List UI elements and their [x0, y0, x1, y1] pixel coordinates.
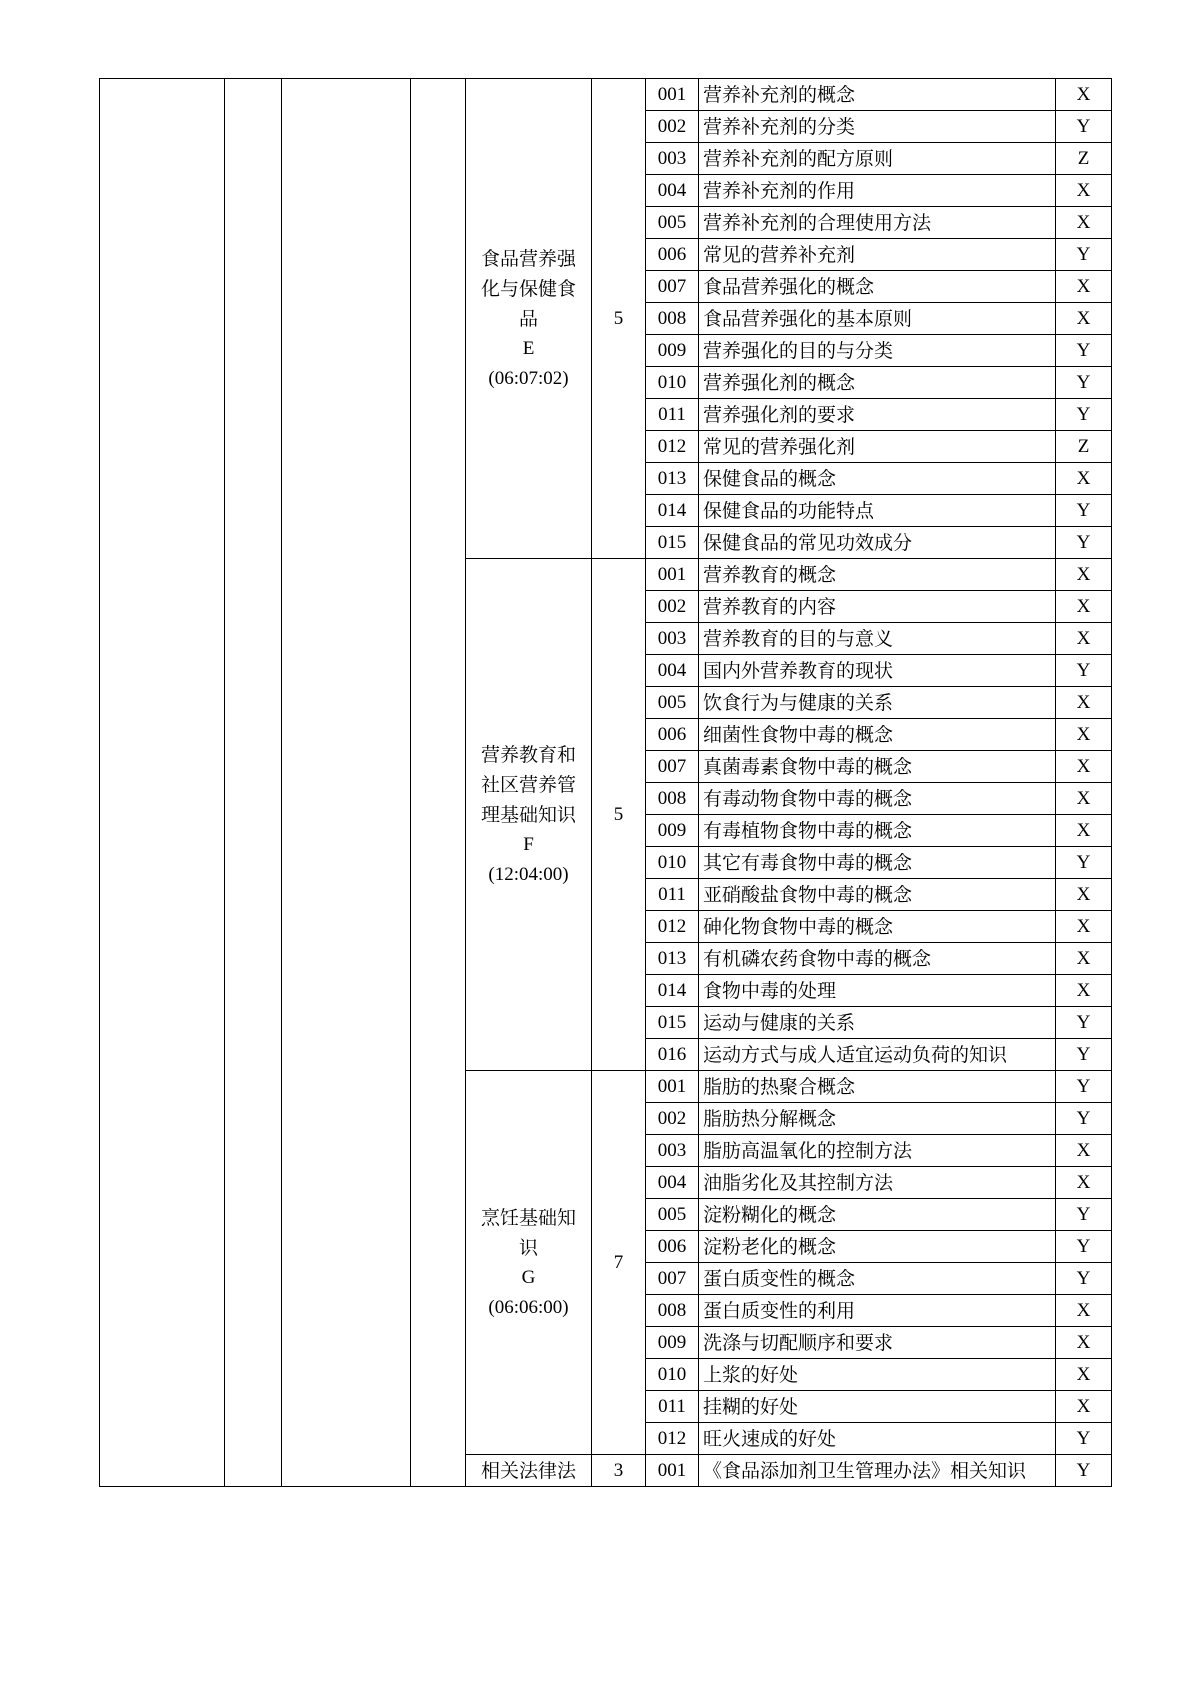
item-text: 营养补充剂的分类	[699, 111, 1056, 143]
item-level: Y	[1056, 1423, 1112, 1455]
item-text: 营养强化剂的要求	[699, 399, 1056, 431]
item-text: 营养补充剂的作用	[699, 175, 1056, 207]
item-code: 003	[646, 143, 699, 175]
item-text: 淀粉糊化的概念	[699, 1199, 1056, 1231]
item-text: 常见的营养补充剂	[699, 239, 1056, 271]
item-text: 油脂劣化及其控制方法	[699, 1167, 1056, 1199]
item-level: X	[1056, 815, 1112, 847]
item-text: 营养教育的概念	[699, 559, 1056, 591]
item-code: 012	[646, 431, 699, 463]
item-level: X	[1056, 879, 1112, 911]
item-code: 001	[646, 79, 699, 111]
item-code: 007	[646, 271, 699, 303]
module-name-line: 化与保健食	[480, 277, 576, 300]
item-text: 蛋白质变性的概念	[699, 1263, 1056, 1295]
item-code: 004	[646, 655, 699, 687]
item-code: 004	[646, 1167, 699, 1199]
table-row	[100, 79, 1112, 111]
module-weight: 5	[592, 79, 646, 559]
item-code: 007	[646, 1263, 699, 1295]
module-weight: 3	[592, 1455, 646, 1487]
module-name-line: 食品营养强	[480, 247, 576, 270]
item-level: X	[1056, 463, 1112, 495]
item-text: 细菌性食物中毒的概念	[699, 719, 1056, 751]
item-code: 015	[646, 1007, 699, 1039]
item-level: X	[1056, 175, 1112, 207]
item-code: 008	[646, 303, 699, 335]
item-text: 食品营养强化的基本原则	[699, 303, 1056, 335]
item-text: 运动与健康的关系	[699, 1007, 1056, 1039]
item-level: Y	[1056, 111, 1112, 143]
module-name-cell	[466, 559, 592, 1071]
item-code: 002	[646, 1103, 699, 1135]
item-level: Y	[1056, 1039, 1112, 1071]
item-text: 真菌毒素食物中毒的概念	[699, 751, 1056, 783]
item-code: 001	[646, 1071, 699, 1103]
item-code: 003	[646, 623, 699, 655]
item-text: 有机磷农药食物中毒的概念	[699, 943, 1056, 975]
blank-column-3	[282, 79, 411, 1487]
item-code: 011	[646, 399, 699, 431]
table-body	[100, 79, 1112, 1487]
module-name-line: 识	[518, 1236, 538, 1259]
item-code: 012	[646, 911, 699, 943]
module-letter: G	[521, 1266, 536, 1288]
module-weight: 7	[592, 1071, 646, 1455]
item-level: X	[1056, 1135, 1112, 1167]
item-code: 010	[646, 847, 699, 879]
item-level: Y	[1056, 1263, 1112, 1295]
item-code: 008	[646, 1295, 699, 1327]
item-code: 003	[646, 1135, 699, 1167]
item-text: 保健食品的常见功效成分	[699, 527, 1056, 559]
module-letter: E	[522, 337, 535, 359]
item-code: 013	[646, 463, 699, 495]
item-level: X	[1056, 783, 1112, 815]
item-code: 002	[646, 111, 699, 143]
item-text: 脂肪高温氧化的控制方法	[699, 1135, 1056, 1167]
item-code: 005	[646, 1199, 699, 1231]
item-level: Y	[1056, 399, 1112, 431]
item-text: 淀粉老化的概念	[699, 1231, 1056, 1263]
item-level: Y	[1056, 1103, 1112, 1135]
item-code: 009	[646, 1327, 699, 1359]
item-text: 蛋白质变性的利用	[699, 1295, 1056, 1327]
item-level: X	[1056, 1167, 1112, 1199]
item-text: 亚硝酸盐食物中毒的概念	[699, 879, 1056, 911]
item-level: X	[1056, 943, 1112, 975]
item-code: 005	[646, 687, 699, 719]
item-code: 014	[646, 975, 699, 1007]
item-text: 旺火速成的好处	[699, 1423, 1056, 1455]
item-code: 005	[646, 207, 699, 239]
module-weight: 5	[592, 559, 646, 1071]
item-code: 001	[646, 1455, 699, 1487]
item-level: Z	[1056, 431, 1112, 463]
item-text: 挂糊的好处	[699, 1391, 1056, 1423]
blank-column-1	[100, 79, 225, 1487]
item-level: X	[1056, 975, 1112, 1007]
item-level: Y	[1056, 495, 1112, 527]
item-text: 有毒植物食物中毒的概念	[699, 815, 1056, 847]
item-text: 营养强化的目的与分类	[699, 335, 1056, 367]
item-level: X	[1056, 1391, 1112, 1423]
module-name-line: 品	[518, 307, 538, 330]
module-name-cell	[466, 1455, 592, 1487]
item-level: Z	[1056, 143, 1112, 175]
module-letter: F	[523, 833, 534, 855]
module-name-line: 社区营养管	[480, 773, 576, 796]
item-level: Y	[1056, 1007, 1112, 1039]
item-text: 脂肪热分解概念	[699, 1103, 1056, 1135]
item-code: 004	[646, 175, 699, 207]
item-text: 《食品添加剂卫生管理办法》相关知识	[699, 1455, 1056, 1487]
item-level: X	[1056, 751, 1112, 783]
item-code: 010	[646, 1359, 699, 1391]
item-code: 006	[646, 1231, 699, 1263]
item-level: X	[1056, 303, 1112, 335]
item-level: Y	[1056, 1071, 1112, 1103]
item-text: 保健食品的概念	[699, 463, 1056, 495]
item-level: X	[1056, 1295, 1112, 1327]
module-name-cell	[466, 1071, 592, 1455]
item-code: 009	[646, 335, 699, 367]
knowledge-table-page	[99, 78, 1111, 1487]
item-code: 016	[646, 1039, 699, 1071]
blank-column-2	[225, 79, 282, 1487]
knowledge-table	[99, 78, 1112, 1487]
item-text: 饮食行为与健康的关系	[699, 687, 1056, 719]
module-name-line: 相关法律法	[480, 1459, 576, 1482]
item-text: 营养教育的目的与意义	[699, 623, 1056, 655]
item-text: 营养强化剂的概念	[699, 367, 1056, 399]
item-text: 洗涤与切配顺序和要求	[699, 1327, 1056, 1359]
item-level: X	[1056, 1359, 1112, 1391]
item-level: X	[1056, 687, 1112, 719]
item-text: 营养补充剂的概念	[699, 79, 1056, 111]
module-name-cell	[466, 79, 592, 559]
module-name-line: 烹饪基础知	[480, 1206, 576, 1229]
item-text: 食品营养强化的概念	[699, 271, 1056, 303]
item-level: Y	[1056, 1455, 1112, 1487]
item-level: Y	[1056, 1199, 1112, 1231]
item-level: Y	[1056, 1231, 1112, 1263]
item-level: X	[1056, 719, 1112, 751]
item-text: 营养教育的内容	[699, 591, 1056, 623]
module-ratio-code: (06:07:02)	[488, 367, 569, 389]
item-code: 011	[646, 1391, 699, 1423]
item-code: 006	[646, 239, 699, 271]
item-code: 013	[646, 943, 699, 975]
item-code: 001	[646, 559, 699, 591]
item-code: 006	[646, 719, 699, 751]
module-name-line: 理基础知识	[480, 803, 576, 826]
item-text: 食物中毒的处理	[699, 975, 1056, 1007]
item-text: 脂肪的热聚合概念	[699, 1071, 1056, 1103]
item-text: 常见的营养强化剂	[699, 431, 1056, 463]
item-level: Y	[1056, 527, 1112, 559]
item-code: 008	[646, 783, 699, 815]
item-level: X	[1056, 559, 1112, 591]
item-level: Y	[1056, 335, 1112, 367]
item-level: X	[1056, 271, 1112, 303]
module-ratio-code: (06:06:00)	[488, 1296, 569, 1318]
item-code: 009	[646, 815, 699, 847]
blank-column-4	[411, 79, 466, 1487]
module-name-line: 营养教育和	[480, 743, 576, 766]
item-level: Y	[1056, 239, 1112, 271]
item-text: 营养补充剂的配方原则	[699, 143, 1056, 175]
item-text: 上浆的好处	[699, 1359, 1056, 1391]
item-level: X	[1056, 207, 1112, 239]
item-level: X	[1056, 591, 1112, 623]
item-level: X	[1056, 79, 1112, 111]
item-level: X	[1056, 623, 1112, 655]
item-level: Y	[1056, 367, 1112, 399]
module-ratio-code: (12:04:00)	[488, 863, 569, 885]
item-text: 运动方式与成人适宜运动负荷的知识	[699, 1039, 1056, 1071]
item-level: X	[1056, 911, 1112, 943]
item-text: 营养补充剂的合理使用方法	[699, 207, 1056, 239]
item-text: 砷化物食物中毒的概念	[699, 911, 1056, 943]
item-level: Y	[1056, 847, 1112, 879]
item-code: 014	[646, 495, 699, 527]
item-text: 国内外营养教育的现状	[699, 655, 1056, 687]
item-code: 010	[646, 367, 699, 399]
item-level: Y	[1056, 655, 1112, 687]
item-code: 012	[646, 1423, 699, 1455]
item-level: X	[1056, 1327, 1112, 1359]
item-code: 007	[646, 751, 699, 783]
item-text: 有毒动物食物中毒的概念	[699, 783, 1056, 815]
item-text: 其它有毒食物中毒的概念	[699, 847, 1056, 879]
item-code: 015	[646, 527, 699, 559]
item-code: 002	[646, 591, 699, 623]
item-text: 保健食品的功能特点	[699, 495, 1056, 527]
item-code: 011	[646, 879, 699, 911]
